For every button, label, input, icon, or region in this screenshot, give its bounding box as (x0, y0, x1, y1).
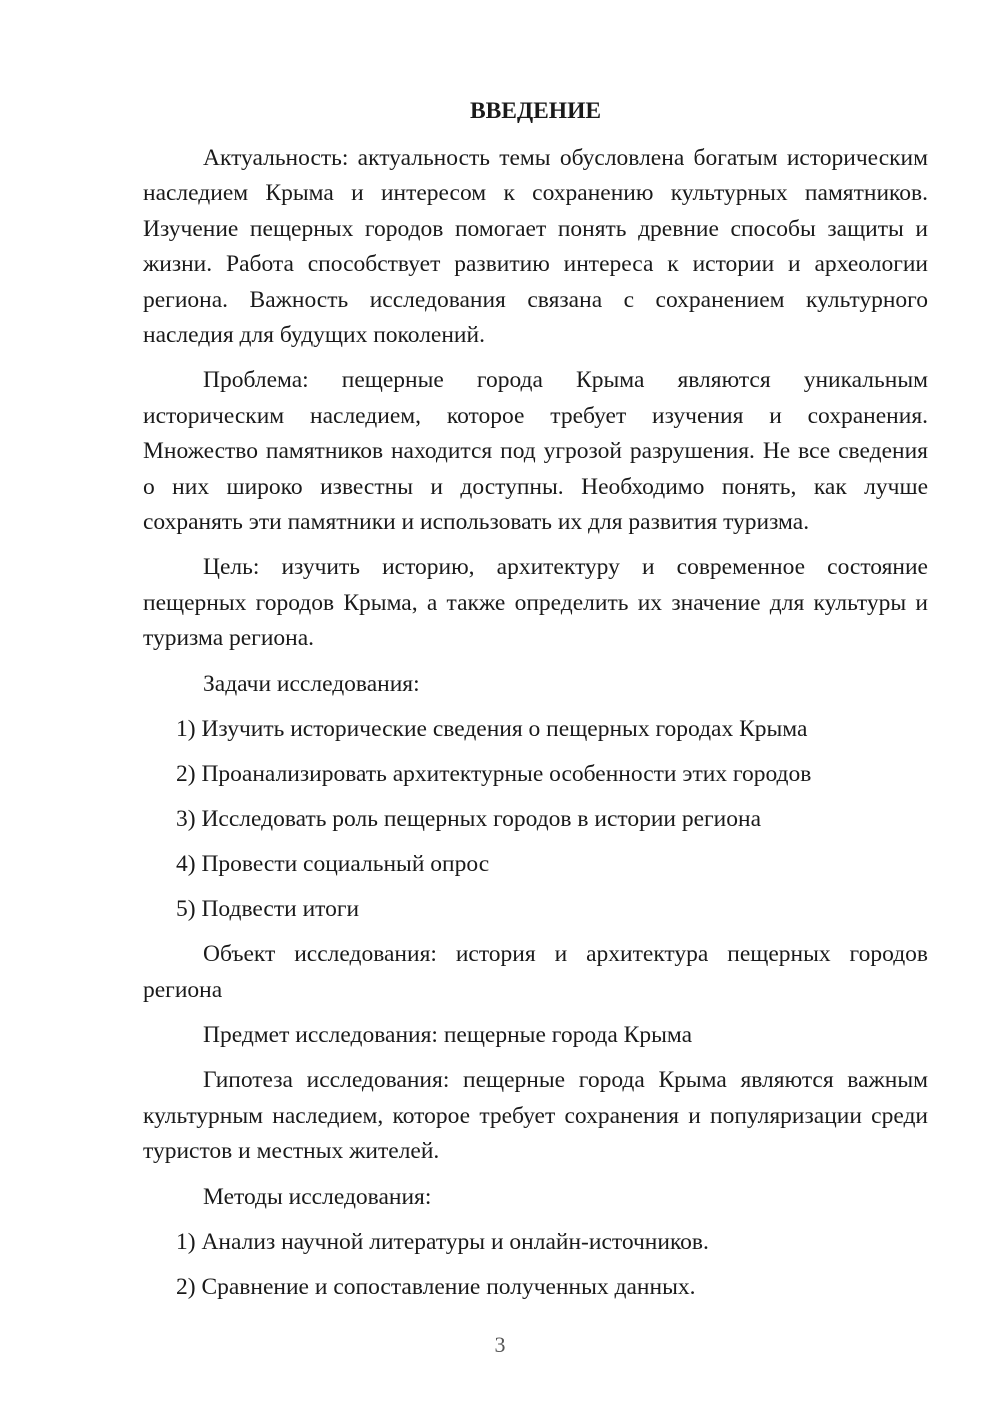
task-item: 2) Проанализировать архитектурные особенности этих городов (176, 761, 812, 788)
task-item: 3) Исследовать роль пещерных городов в истории региона (176, 806, 762, 833)
hypothesis-paragraph: Гипотеза исследования: пещерные города Крыма являются важным культурным наследием, которое требует сохранения и популяризации среди туристов и местных жителей. (143, 1067, 928, 1165)
methods-heading: Методы исследования: (203, 1183, 432, 1210)
method-item: 2) Сравнение и сопоставление полученных данных. (176, 1273, 696, 1300)
method-item: 1) Анализ научной литературы и онлайн-источников. (176, 1228, 709, 1255)
problem-paragraph: Проблема: пещерные города Крыма являются уникальным историческим наследием, которое требует изучения и сохранения. Множество памятников находится под угрозой разрушения. Не все сведения о них широко известны и доступны. Необходимо понять, как лучше сохранять эти памятники и использовать их для развития туризма. (143, 367, 928, 536)
task-item: 4) Провести социальный опрос (176, 851, 490, 878)
section-title: ВВЕДЕНИЕ (469, 98, 602, 124)
subject-paragraph: Предмет исследования: пещерные города Крыма (203, 1021, 693, 1048)
task-item: 1) Изучить исторические сведения о пещерных городах Крыма (176, 716, 808, 743)
relevance-paragraph: Актуальность: актуальность темы обусловлена богатым историческим наследием Крыма и интересом к сохранению культурных памятников. Изучение пещерных городов помогает понять древние способы защиты и жизни. Работа способствует развитию интереса к истории и археологии региона. Важность исследования связана с сохранением культурного наследия для будущих поколений. (143, 145, 928, 349)
page-number: 3 (494, 1332, 506, 1357)
goal-paragraph: Цель: изучить историю, архитектуру и современное состояние пещерных городов Крыма, а также определить их значение для культуры и туризма региона. (143, 554, 928, 652)
tasks-list (143, 712, 928, 927)
tasks-heading: Задачи исследования: (203, 670, 420, 697)
methods-list (143, 1225, 928, 1305)
task-item: 5) Подвести итоги (176, 896, 360, 923)
object-paragraph: Объект исследования: история и архитектура пещерных городов региона (143, 941, 928, 1003)
page-content (143, 94, 928, 1315)
